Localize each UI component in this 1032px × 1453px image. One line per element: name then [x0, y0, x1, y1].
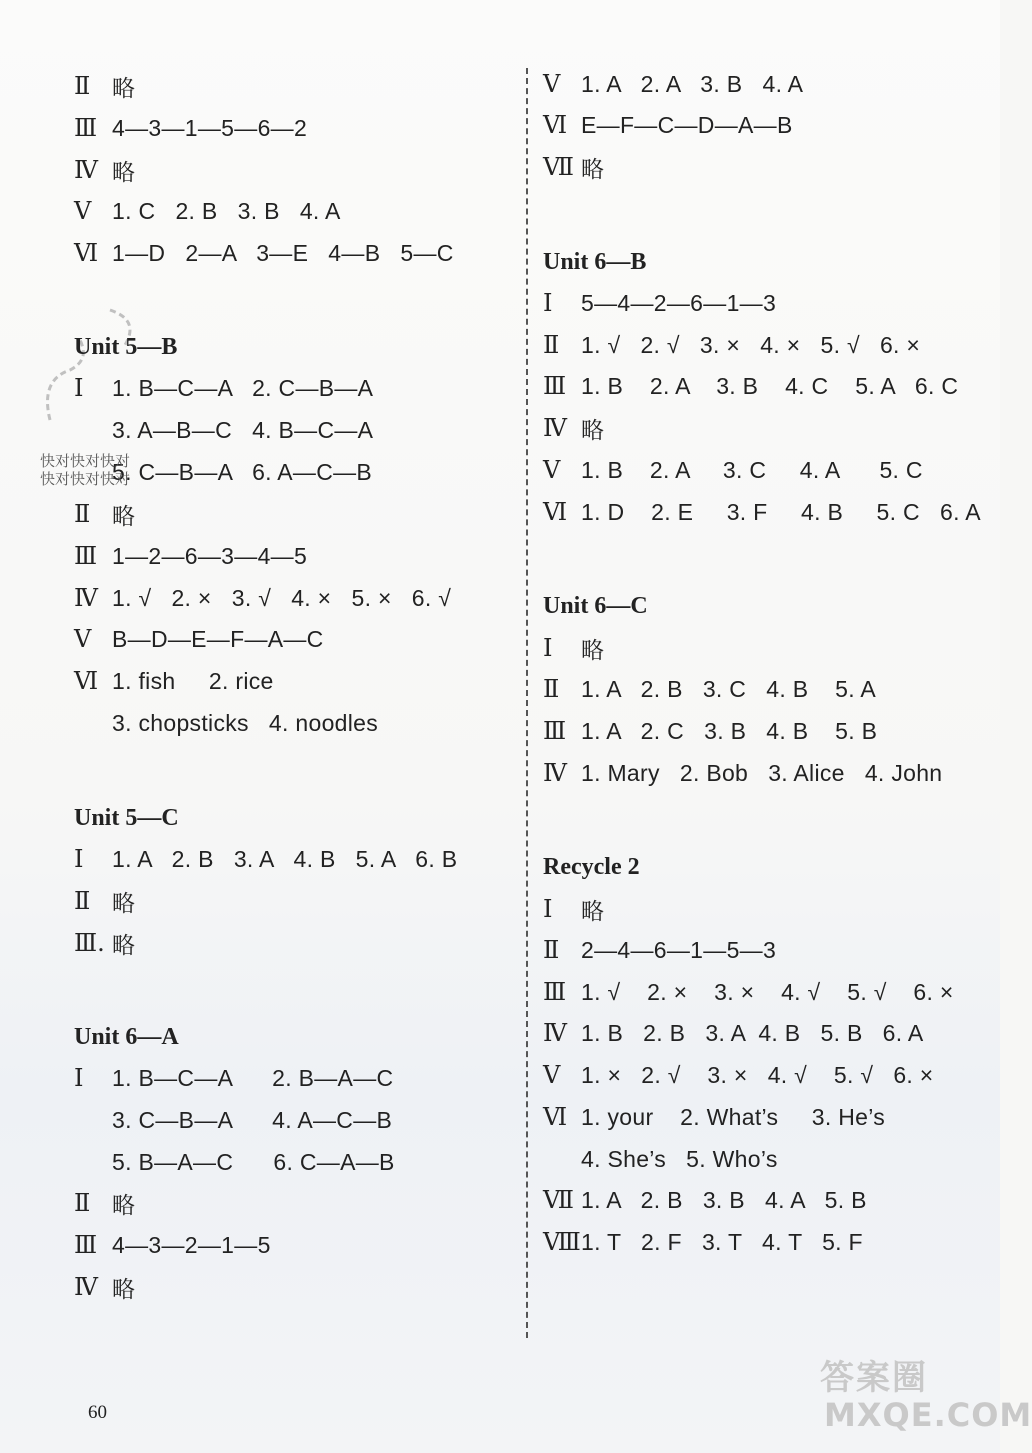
- answer-line: 3. chopsticks 4. noodles: [112, 709, 379, 736]
- answer-line: Ⅰ 略: [543, 634, 605, 663]
- answer-line: Ⅴ 1. A 2. A 3. B 4. A: [543, 70, 804, 98]
- page-number: 60: [88, 1402, 107, 1423]
- answer-line: Ⅱ 2—4—6—1—5—3: [543, 936, 777, 964]
- answer-line: Ⅰ 略: [543, 895, 605, 924]
- section-heading: Unit 6—B: [543, 248, 647, 275]
- section-heading: Unit 5—C: [74, 804, 179, 831]
- answer-line: Ⅴ 1. C 2. B 3. B 4. A: [74, 197, 341, 225]
- answer-line: Ⅳ 1. Mary 2. Bob 3. Alice 4. John: [543, 759, 943, 787]
- answer-line: Ⅱ 略: [74, 1189, 136, 1218]
- answer-line: Ⅲ 4—3—2—1—5: [74, 1231, 271, 1259]
- answer-line: Ⅲ 1. B 2. A 3. B 4. C 5. A 6. C: [543, 372, 959, 400]
- answer-line: Ⅷ 1. T 2. F 3. T 4. T 5. F: [543, 1228, 863, 1256]
- answer-line: Ⅴ B—D—E—F—A—C: [74, 625, 324, 653]
- answer-line: Ⅲ. 略: [74, 929, 136, 958]
- column-divider: [526, 68, 528, 1338]
- section-heading: Unit 6—A: [74, 1023, 179, 1050]
- answer-line: Ⅲ 1. A 2. C 3. B 4. B 5. B: [543, 717, 878, 745]
- answer-line: 3. A—B—C 4. B—C—A: [112, 416, 374, 443]
- section-heading: Recycle 2: [543, 853, 640, 880]
- answer-line: Ⅰ 1. B—C—A 2. C—B—A: [74, 374, 374, 402]
- answer-line: Ⅴ 1. B 2. A 3. C 4. A 5. C: [543, 456, 923, 484]
- watermark: [40, 452, 130, 488]
- site-logo-text: 答案圈: [820, 1358, 928, 1398]
- answer-line: Ⅲ 1. √ 2. × 3. × 4. √ 5. √ 6. ×: [543, 978, 954, 1006]
- answer-line: Ⅵ E—F—C—D—A—B: [543, 111, 793, 139]
- answer-line: Ⅲ 4—3—1—5—6—2: [74, 114, 308, 142]
- answer-line: Ⅱ 略: [74, 500, 136, 529]
- answer-line: Ⅳ 略: [74, 1273, 136, 1302]
- watermark-line: 快对快对快对: [40, 452, 131, 470]
- answer-line: 3. C—B—A 4. A—C—B: [112, 1106, 393, 1133]
- answer-line: Ⅶ 1. A 2. B 3. B 4. A 5. B: [543, 1186, 867, 1214]
- answer-line: Ⅶ 略: [543, 153, 605, 182]
- section-heading: Unit 6—C: [543, 592, 648, 619]
- watermark-line: 快对快对快对: [40, 470, 131, 488]
- site-logo-url: MXQE.COM: [824, 1396, 1032, 1434]
- answer-line: Ⅳ 略: [543, 414, 605, 443]
- answer-line: Ⅰ 1. A 2. B 3. A 4. B 5. A 6. B: [74, 845, 458, 873]
- answer-line: Ⅵ 1. D 2. E 3. F 4. B 5. C 6. A: [543, 498, 981, 526]
- answer-line: Ⅵ 1. your 2. What’s 3. He’s: [543, 1103, 886, 1131]
- answer-line: Ⅱ 略: [74, 72, 136, 101]
- answer-line: 5. B—A—C 6. C—A—B: [112, 1148, 395, 1175]
- answer-line: Ⅰ 1. B—C—A 2. B—A—C: [74, 1064, 394, 1092]
- answer-line: Ⅱ 1. √ 2. √ 3. × 4. × 5. √ 6. ×: [543, 331, 921, 359]
- answer-line: Ⅳ 1. √ 2. × 3. √ 4. × 5. × 6. √: [74, 584, 452, 612]
- answer-line: 4. She’s 5. Who’s: [581, 1145, 778, 1172]
- answer-line: Ⅱ 1. A 2. B 3. C 4. B 5. A: [543, 675, 876, 703]
- answer-line: 5. C—B—A 6. A—C—B: [112, 458, 373, 485]
- answer-line: Ⅳ 略: [74, 156, 136, 185]
- answer-line: Ⅵ 1. fish 2. rice: [74, 667, 274, 695]
- answer-line: Ⅳ 1. B 2. B 3. A 4. B 5. B 6. A: [543, 1019, 924, 1047]
- answer-line: Ⅱ 略: [74, 887, 136, 916]
- section-heading: Unit 5—B: [74, 333, 178, 360]
- answer-line: Ⅵ 1—D 2—A 3—E 4—B 5—C: [74, 239, 454, 267]
- answer-line: Ⅴ 1. × 2. √ 3. × 4. √ 5. √ 6. ×: [543, 1061, 934, 1089]
- answer-line: Ⅰ 5—4—2—6—1—3: [543, 289, 777, 317]
- answer-line: Ⅲ 1—2—6—3—4—5: [74, 542, 308, 570]
